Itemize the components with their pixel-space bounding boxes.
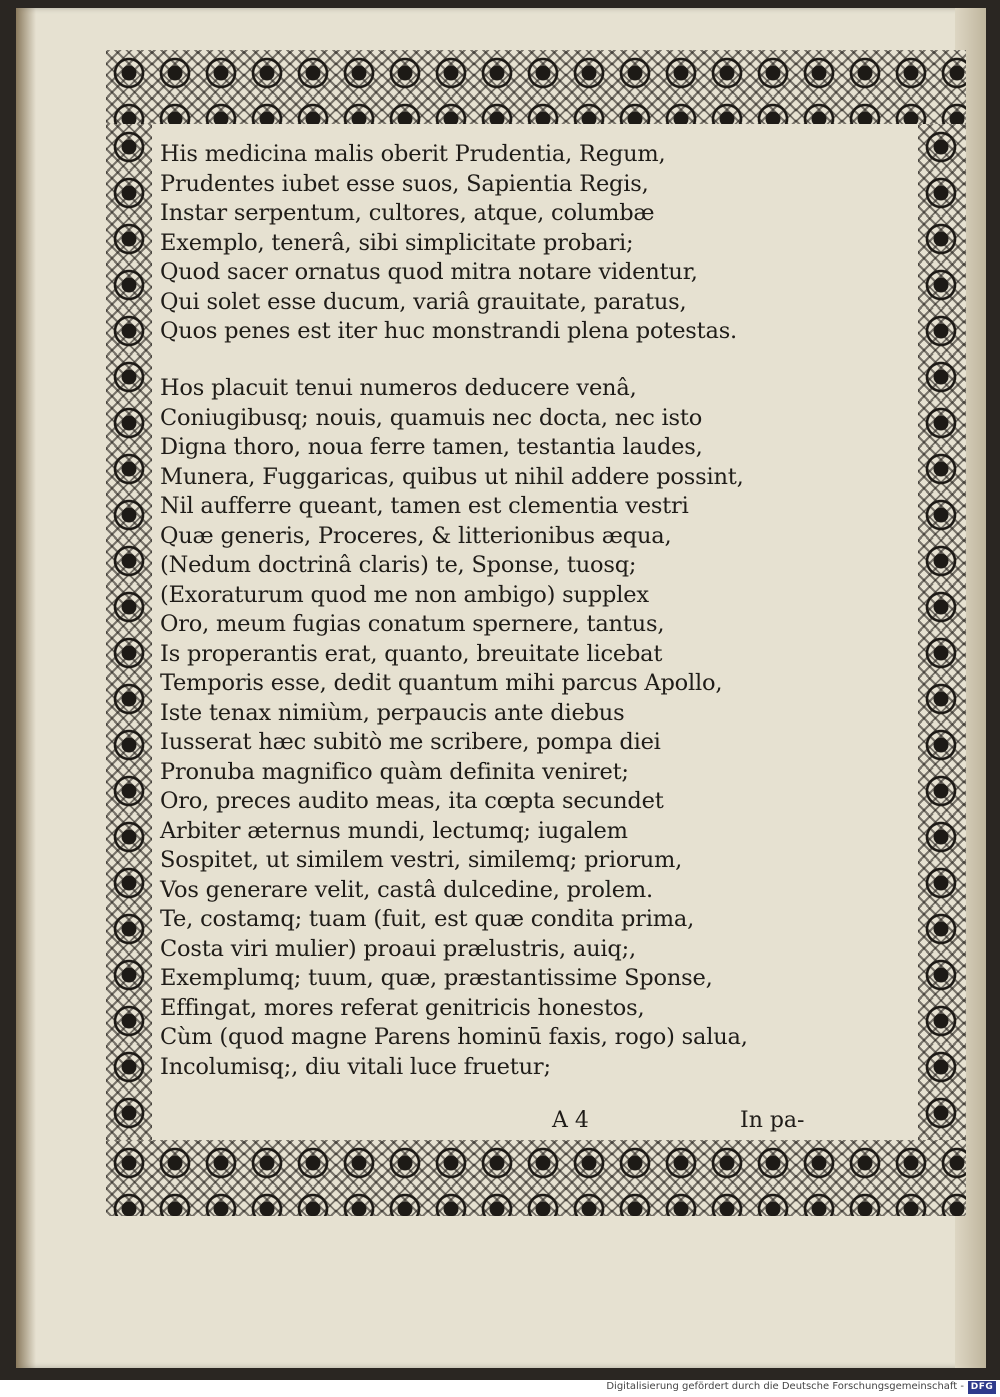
verse-line: Quæ generis, Proceres, & litterionibus æqua, bbox=[160, 522, 672, 549]
verse-line: Hos placuit tenui numeros deducere venâ, bbox=[160, 375, 637, 401]
ornamental-border-bottom bbox=[106, 1140, 966, 1216]
verse-line: Qui solet esse ducum, variâ grauitate, paratus, bbox=[160, 288, 687, 315]
verse-line: Effingat, mores referat genitricis honestos, bbox=[160, 994, 645, 1021]
catchword: In pa- bbox=[740, 1108, 805, 1133]
verse-line: (Nedum doctrinâ claris) te, Sponse, tuosq; bbox=[160, 552, 637, 578]
page-gutter-shadow bbox=[16, 8, 36, 1368]
verse-line: Incolumisq;, diu vitali luce fruetur; bbox=[160, 1053, 551, 1080]
verse-line: Cùm (quod magne Parens hominū faxis, rogo) salua, bbox=[160, 1024, 748, 1050]
verse-line: Munera, Fuggaricas, quibus ut nihil addere possint, bbox=[160, 463, 744, 490]
verse-line: Is properantis erat, quanto, breuitate licebat bbox=[160, 640, 663, 667]
verse-line: Costa viri mulier) proaui prælustris, auiq;, bbox=[160, 935, 636, 962]
verse-line: Digna thoro, noua ferre tamen, testantia laudes, bbox=[160, 434, 703, 460]
verse-line: Vos generare velit, castâ dulcedine, prolem. bbox=[160, 876, 653, 903]
verse-line: Iusserat hæc subitò me scribere, pompa diei bbox=[160, 729, 661, 755]
signature-mark: A 4 bbox=[552, 1108, 589, 1133]
dfg-logo: DFG bbox=[968, 1381, 996, 1394]
verse-line: Pronuba magnifico quàm definita veniret; bbox=[160, 758, 629, 785]
verse-line: Iste tenax nimiùm, perpaucis ante diebus bbox=[160, 699, 625, 726]
verse-line: (Exoraturum quod me non ambigo) supplex bbox=[160, 581, 649, 608]
verse-line: Instar serpentum, cultores, atque, columbæ bbox=[160, 200, 655, 226]
stanza-2 bbox=[160, 374, 748, 1082]
stanza-1 bbox=[160, 140, 737, 347]
ornamental-border-right bbox=[918, 124, 966, 1140]
verse-line: Exemplo, tenerâ, sibi simplicitate probari; bbox=[160, 229, 634, 256]
verse-line: Nil aufferre queant, tamen est clementia vestri bbox=[160, 493, 689, 519]
verse-line: Oro, preces audito meas, ita cœpta secundet bbox=[160, 788, 664, 814]
verse-line: Quos penes est iter huc monstrandi plena potestas. bbox=[160, 318, 738, 344]
verse-line: Arbiter æternus mundi, lectumq; iugalem bbox=[160, 817, 628, 844]
verse-line: His medicina malis oberit Prudentia, Regum, bbox=[160, 141, 666, 167]
ornamental-border-left bbox=[106, 124, 152, 1140]
digitization-credit: Digitalisierung gefördert durch die Deutsche Forschungsgemeinschaft - bbox=[606, 1381, 964, 1392]
verse-line: Quod sacer ornatus quod mitra notare videntur, bbox=[160, 259, 698, 285]
verse-line: Temporis esse, dedit quantum mihi parcus Apollo, bbox=[160, 670, 723, 696]
verse-line: Sospitet, ut similem vestri, similemq; priorum, bbox=[160, 847, 683, 873]
verse-line: Exemplumq; tuum, quæ, præstantissime Sponse, bbox=[160, 965, 713, 991]
verse-line: Oro, meum fugias conatum spernere, tantus, bbox=[160, 611, 665, 637]
verse-line: Coniugibusq; nouis, quamuis nec docta, nec isto bbox=[160, 404, 703, 431]
ornamental-border-top bbox=[106, 50, 966, 124]
verse-line: Te, costamq; tuam (fuit, est quæ condita prima, bbox=[160, 906, 695, 932]
verse-line: Prudentes iubet esse suos, Sapientia Regis, bbox=[160, 170, 649, 197]
